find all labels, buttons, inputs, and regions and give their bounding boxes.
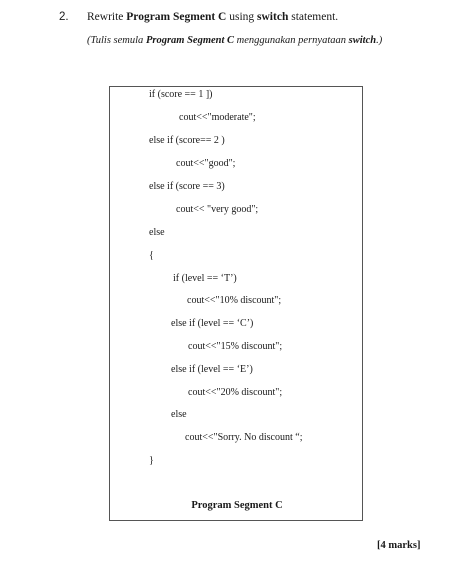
marks-label: [4 marks]	[377, 540, 421, 551]
code-line: cout<<"15% discount";	[188, 341, 283, 352]
code-line: {	[149, 250, 154, 261]
code-line: else	[171, 409, 187, 420]
instruction-keyword: switch	[257, 11, 289, 23]
code-line: else if (level == ‘E’)	[171, 364, 253, 375]
translation-target: Program Segment C	[145, 35, 235, 46]
translation-suffix: .)	[376, 35, 383, 46]
code-line: cout<<"moderate";	[179, 112, 256, 123]
code-line: cout<<"good";	[176, 158, 236, 169]
code-line: cout<< "very good";	[176, 204, 259, 215]
instruction-prefix: Rewrite	[87, 11, 127, 23]
translation-mid: menggunakan pernyataan	[234, 35, 349, 46]
translation-prefix: (Tulis semula	[87, 35, 146, 46]
code-line: cout<<"10% discount";	[187, 295, 282, 306]
code-line: }	[149, 455, 154, 466]
program-segment-box	[109, 86, 363, 521]
code-line: cout<<"Sorry. No discount “;	[185, 432, 303, 443]
code-line: else	[149, 227, 165, 238]
code-line: if (level == ‘T’)	[173, 273, 237, 284]
program-segment-caption: Program Segment C	[191, 500, 283, 511]
code-line: else if (score== 2 )	[149, 135, 225, 146]
code-line: else if (score == 3)	[149, 181, 225, 192]
translation-keyword: switch	[348, 35, 377, 46]
question-translation	[87, 35, 382, 46]
question-instruction	[87, 11, 338, 23]
instruction-mid: using	[226, 11, 258, 23]
code-line: else if (level == ‘C’)	[171, 318, 254, 329]
instruction-suffix: statement.	[288, 11, 339, 23]
instruction-target: Program Segment C	[126, 11, 227, 23]
code-line: if (score == 1 ])	[149, 89, 213, 100]
code-line: cout<<"20% discount";	[188, 387, 283, 398]
question-number: 2.	[59, 11, 69, 23]
